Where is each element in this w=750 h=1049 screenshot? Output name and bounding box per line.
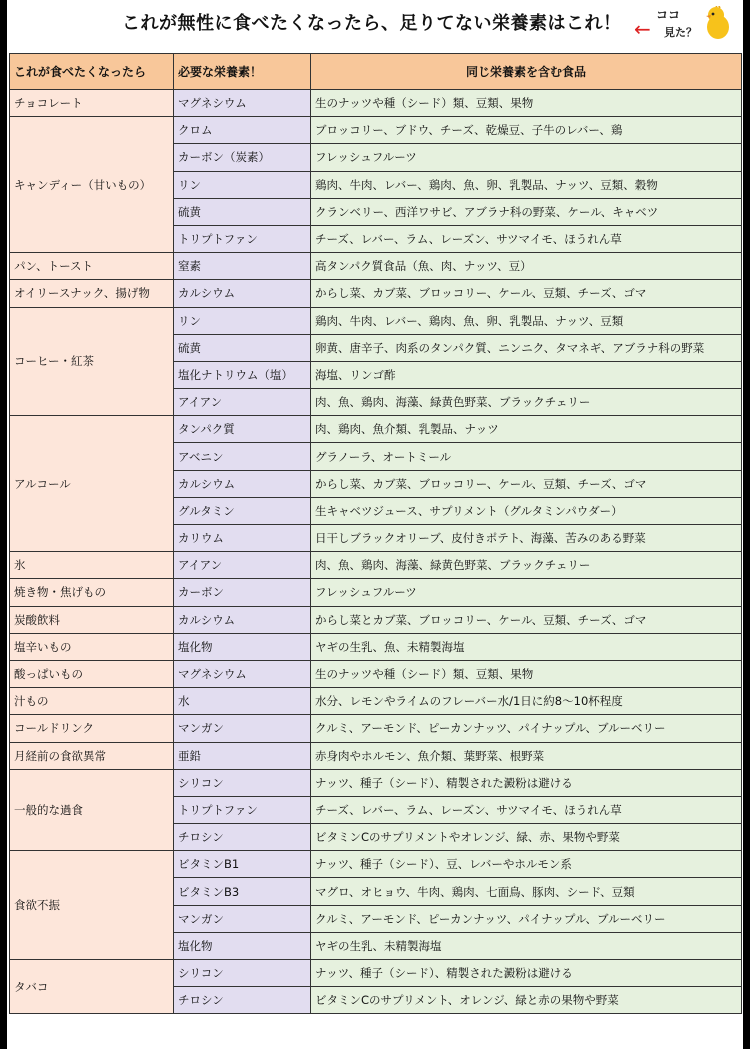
table-row bbox=[10, 715, 742, 742]
craving-cell: パン、トースト bbox=[10, 253, 174, 280]
foods-cell: ビタミンCのサプリメントやオレンジ、緑、赤、果物や野菜 bbox=[311, 824, 742, 851]
table-row bbox=[10, 579, 742, 606]
left-arrow-icon: ← bbox=[634, 17, 651, 41]
foods-cell: ビタミンCのサプリメント、オレンジ、緑と赤の果物や野菜 bbox=[311, 987, 742, 1014]
foods-cell: グラノーラ、オートミール bbox=[311, 443, 742, 470]
foods-cell: 日干しブラックオリーブ、皮付きポテト、海藻、苦みのある野菜 bbox=[311, 525, 742, 552]
nutrient-cell: カーボン bbox=[174, 579, 311, 606]
nutrient-cell: 水 bbox=[174, 688, 311, 715]
foods-cell: クランベリー、西洋ワサビ、アブラナ科の野菜、ケール、キャベツ bbox=[311, 198, 742, 225]
craving-cell: 月経前の食欲異常 bbox=[10, 742, 174, 769]
foods-cell: 卵黄、唐辛子、肉系のタンパク質、ニンニク、タマネギ、アブラナ科の野菜 bbox=[311, 334, 742, 361]
table-row bbox=[10, 769, 742, 796]
table-row bbox=[10, 960, 742, 987]
table-body bbox=[10, 90, 742, 1014]
table-row bbox=[10, 552, 742, 579]
foods-cell: マグロ、オヒョウ、牛肉、鶏肉、七面鳥、豚肉、シード、豆類 bbox=[311, 878, 742, 905]
nutrient-cell: カルシウム bbox=[174, 280, 311, 307]
table-row bbox=[10, 117, 742, 144]
foods-cell: 生キャベツジュース、サプリメント（グルタミンパウダー） bbox=[311, 497, 742, 524]
nutrient-cell: 硫黄 bbox=[174, 334, 311, 361]
nutrient-cell: リン bbox=[174, 171, 311, 198]
table-row bbox=[10, 90, 742, 117]
craving-cell: 食欲不振 bbox=[10, 851, 174, 960]
nutrient-cell: マグネシウム bbox=[174, 90, 311, 117]
nutrient-cell: 亜鉛 bbox=[174, 742, 311, 769]
craving-cell: コーヒー・紅茶 bbox=[10, 307, 174, 416]
craving-cell: 一般的な過食 bbox=[10, 769, 174, 851]
foods-cell: からし菜とカブ菜、ブロッコリー、ケール、豆類、チーズ、ゴマ bbox=[311, 606, 742, 633]
page bbox=[7, 0, 743, 1049]
badge-text-koko: ココ bbox=[656, 8, 681, 22]
craving-cell: 焼き物・焦げもの bbox=[10, 579, 174, 606]
foods-cell: ブロッコリー、ブドウ、チーズ、乾燥豆、子牛のレバー、鶏 bbox=[311, 117, 742, 144]
foods-cell: クルミ、アーモンド、ピーカンナッツ、パイナップル、ブルーベリー bbox=[311, 715, 742, 742]
foods-cell: フレッシュフルーツ bbox=[311, 144, 742, 171]
nutrient-cell: 塩化物 bbox=[174, 633, 311, 660]
nutrient-cell: アイアン bbox=[174, 552, 311, 579]
nutrient-cell: グルタミン bbox=[174, 497, 311, 524]
craving-cell: 炭酸飲料 bbox=[10, 606, 174, 633]
nutrient-cell: ビタミンB3 bbox=[174, 878, 311, 905]
table-row bbox=[10, 688, 742, 715]
foods-cell: チーズ、レバー、ラム、レーズン、サツマイモ、ほうれん草 bbox=[311, 796, 742, 823]
nutrient-cell: 窒素 bbox=[174, 253, 311, 280]
nutrient-cell: ビタミンB1 bbox=[174, 851, 311, 878]
table-header-row bbox=[10, 54, 742, 90]
nutrient-cell: チロシン bbox=[174, 987, 311, 1014]
nutrient-cell: マンガン bbox=[174, 715, 311, 742]
foods-cell: 鶏肉、牛肉、レバー、鶏肉、魚、卵、乳製品、ナッツ、豆類 bbox=[311, 307, 742, 334]
nutrient-table bbox=[9, 53, 742, 1014]
nutrient-cell: 硫黄 bbox=[174, 198, 311, 225]
nutrient-cell: カルシウム bbox=[174, 470, 311, 497]
foods-cell: フレッシュフルーツ bbox=[311, 579, 742, 606]
nutrient-cell: 塩化ナトリウム（塩） bbox=[174, 361, 311, 388]
table-row bbox=[10, 660, 742, 687]
nutrient-cell: クロム bbox=[174, 117, 311, 144]
table-row bbox=[10, 280, 742, 307]
foods-cell: からし菜、カブ菜、ブロッコリー、ケール、豆類、チーズ、ゴマ bbox=[311, 470, 742, 497]
craving-cell: 汁もの bbox=[10, 688, 174, 715]
nutrient-cell: アイアン bbox=[174, 389, 311, 416]
foods-cell: ナッツ、種子（シード）、精製された澱粉は避ける bbox=[311, 769, 742, 796]
craving-cell: キャンディー（甘いもの） bbox=[10, 117, 174, 253]
foods-cell: 海塩、リンゴ酢 bbox=[311, 361, 742, 388]
craving-cell: タバコ bbox=[10, 960, 174, 1014]
nutrient-cell: チロシン bbox=[174, 824, 311, 851]
craving-cell: 酸っぱいもの bbox=[10, 660, 174, 687]
nutrient-cell: マグネシウム bbox=[174, 660, 311, 687]
badge-text-mita: 見た？ bbox=[664, 26, 697, 39]
koko-mita-badge bbox=[634, 4, 736, 42]
nutrient-cell: シリコン bbox=[174, 960, 311, 987]
craving-cell: アルコール bbox=[10, 416, 174, 552]
nutrient-cell: 塩化物 bbox=[174, 932, 311, 959]
column-header-nutrient: 必要な栄養素！ bbox=[174, 54, 311, 90]
nutrient-cell: マンガン bbox=[174, 905, 311, 932]
header bbox=[7, 0, 743, 46]
foods-cell: ヤギの生乳、魚、未精製海塩 bbox=[311, 633, 742, 660]
foods-cell: 肉、鶏肉、魚介類、乳製品、ナッツ bbox=[311, 416, 742, 443]
nutrient-cell: カルシウム bbox=[174, 606, 311, 633]
foods-cell: ナッツ、種子（シード）、豆、レバーやホルモン系 bbox=[311, 851, 742, 878]
craving-cell: チョコレート bbox=[10, 90, 174, 117]
foods-cell: 赤身肉やホルモン、魚介類、葉野菜、根野菜 bbox=[311, 742, 742, 769]
page-title: これが無性に食べたくなったら、足りてない栄養素はこれ！ bbox=[122, 13, 622, 34]
craving-cell: 氷 bbox=[10, 552, 174, 579]
nutrient-cell: タンパク質 bbox=[174, 416, 311, 443]
nutrient-cell: アベニン bbox=[174, 443, 311, 470]
column-header-foods: 同じ栄養素を含む食品 bbox=[311, 54, 742, 90]
foods-cell: クルミ、アーモンド、ピーカンナッツ、パイナップル、ブルーベリー bbox=[311, 905, 742, 932]
nutrient-cell: トリプトファン bbox=[174, 796, 311, 823]
foods-cell: 肉、魚、鶏肉、海藻、緑黄色野菜、ブラックチェリー bbox=[311, 552, 742, 579]
foods-cell: 高タンパク質食品（魚、肉、ナッツ、豆） bbox=[311, 253, 742, 280]
nutrient-cell: シリコン bbox=[174, 769, 311, 796]
table-row bbox=[10, 307, 742, 334]
foods-cell: 鶏肉、牛肉、レバー、鶏肉、魚、卵、乳製品、ナッツ、豆類、穀物 bbox=[311, 171, 742, 198]
table-row bbox=[10, 416, 742, 443]
table-row bbox=[10, 633, 742, 660]
craving-cell: オイリースナック、揚げ物 bbox=[10, 280, 174, 307]
table-row bbox=[10, 742, 742, 769]
chick-icon bbox=[702, 6, 732, 40]
foods-cell: 生のナッツや種（シード）類、豆類、果物 bbox=[311, 660, 742, 687]
foods-cell: 肉、魚、鶏肉、海藻、緑黄色野菜、ブラックチェリー bbox=[311, 389, 742, 416]
foods-cell: チーズ、レバー、ラム、レーズン、サツマイモ、ほうれん草 bbox=[311, 225, 742, 252]
nutrient-cell: カリウム bbox=[174, 525, 311, 552]
foods-cell: ナッツ、種子（シード）、精製された澱粉は避ける bbox=[311, 960, 742, 987]
nutrient-cell: トリプトファン bbox=[174, 225, 311, 252]
table-row bbox=[10, 253, 742, 280]
foods-cell: ヤギの生乳、未精製海塩 bbox=[311, 932, 742, 959]
foods-cell: 水分、レモンやライムのフレーバー水/1日に約8～10杯程度 bbox=[311, 688, 742, 715]
table-row bbox=[10, 606, 742, 633]
nutrient-cell: リン bbox=[174, 307, 311, 334]
foods-cell: 生のナッツや種（シード）類、豆類、果物 bbox=[311, 90, 742, 117]
table-row bbox=[10, 851, 742, 878]
craving-cell: 塩辛いもの bbox=[10, 633, 174, 660]
craving-cell: コールドリンク bbox=[10, 715, 174, 742]
nutrient-cell: カーボン（炭素） bbox=[174, 144, 311, 171]
column-header-craving: これが食べたくなったら bbox=[10, 54, 174, 90]
foods-cell: からし菜、カブ菜、ブロッコリー、ケール、豆類、チーズ、ゴマ bbox=[311, 280, 742, 307]
